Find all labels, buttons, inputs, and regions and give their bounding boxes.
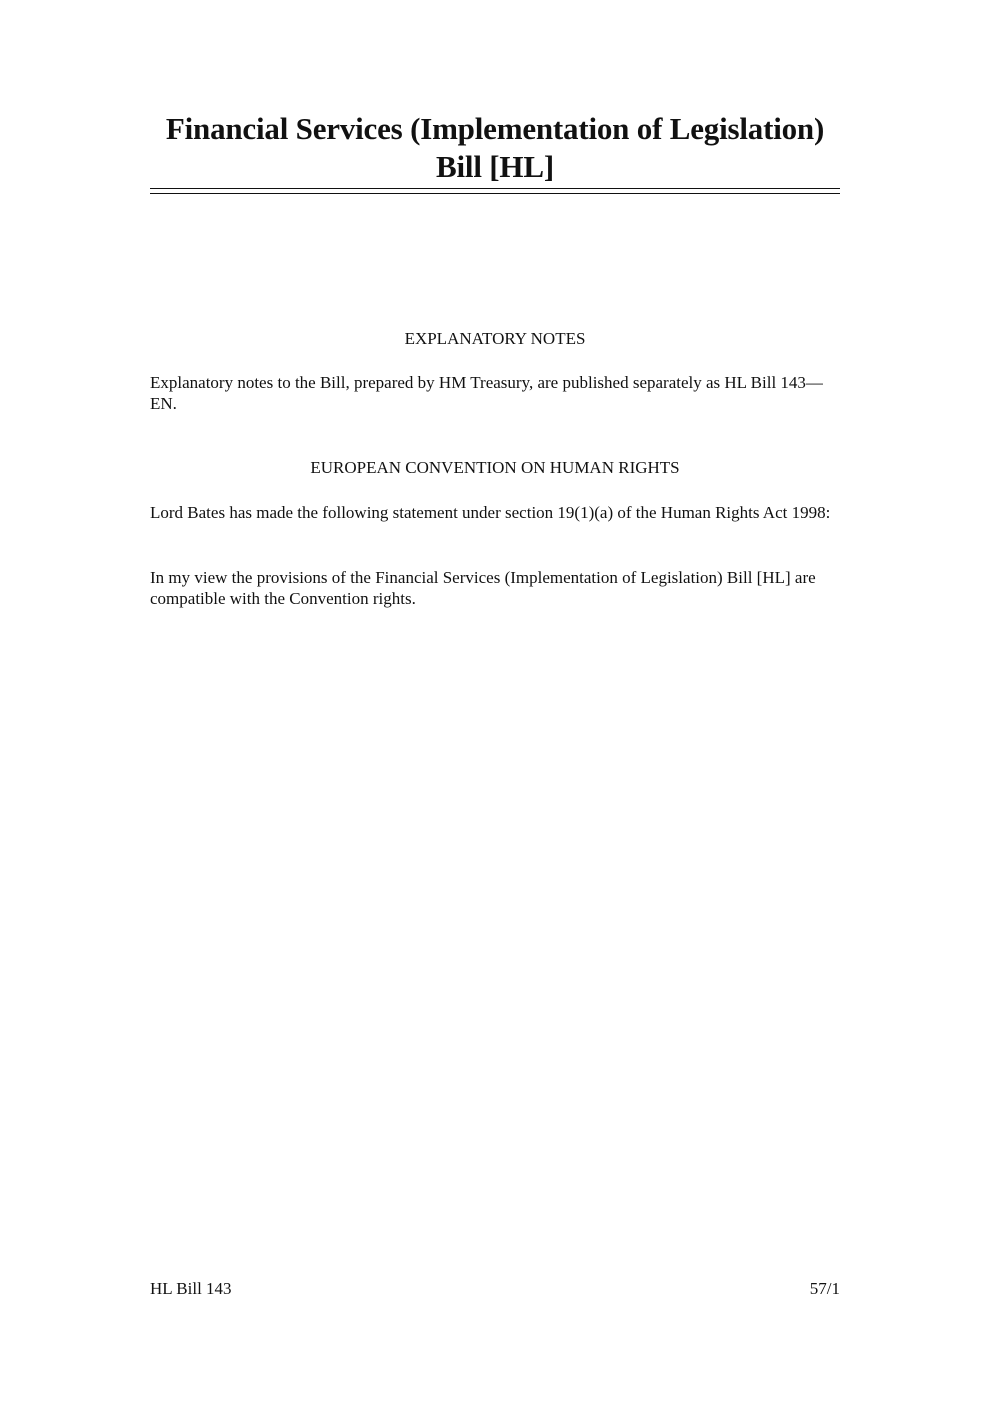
title-divider-bottom — [150, 193, 840, 194]
echr-statement-body: In my view the provisions of the Financial Services (Implementation of Legislation) Bill [HL] are compatible with the Convention rights. — [150, 568, 816, 608]
footer-page-code: 57/1 — [809, 1279, 840, 1298]
footer-bill-reference: HL Bill 143 — [150, 1279, 232, 1298]
bill-title-line-1: Financial Services (Implementation of Legislation) — [165, 111, 825, 146]
bill-title-line-2: Bill [HL] — [436, 149, 554, 184]
bill-title — [150, 110, 840, 186]
echr-heading: EUROPEAN CONVENTION ON HUMAN RIGHTS — [310, 458, 680, 477]
title-divider-top — [150, 188, 840, 189]
explanatory-notes-heading: EXPLANATORY NOTES — [404, 329, 586, 348]
explanatory-notes-paragraph: Explanatory notes to the Bill, prepared by HM Treasury, are published separately as HL Bill 143—EN. — [150, 373, 823, 413]
echr-statement-intro: Lord Bates has made the following statement under section 19(1)(a) of the Human Rights Act 1998: — [150, 503, 831, 522]
